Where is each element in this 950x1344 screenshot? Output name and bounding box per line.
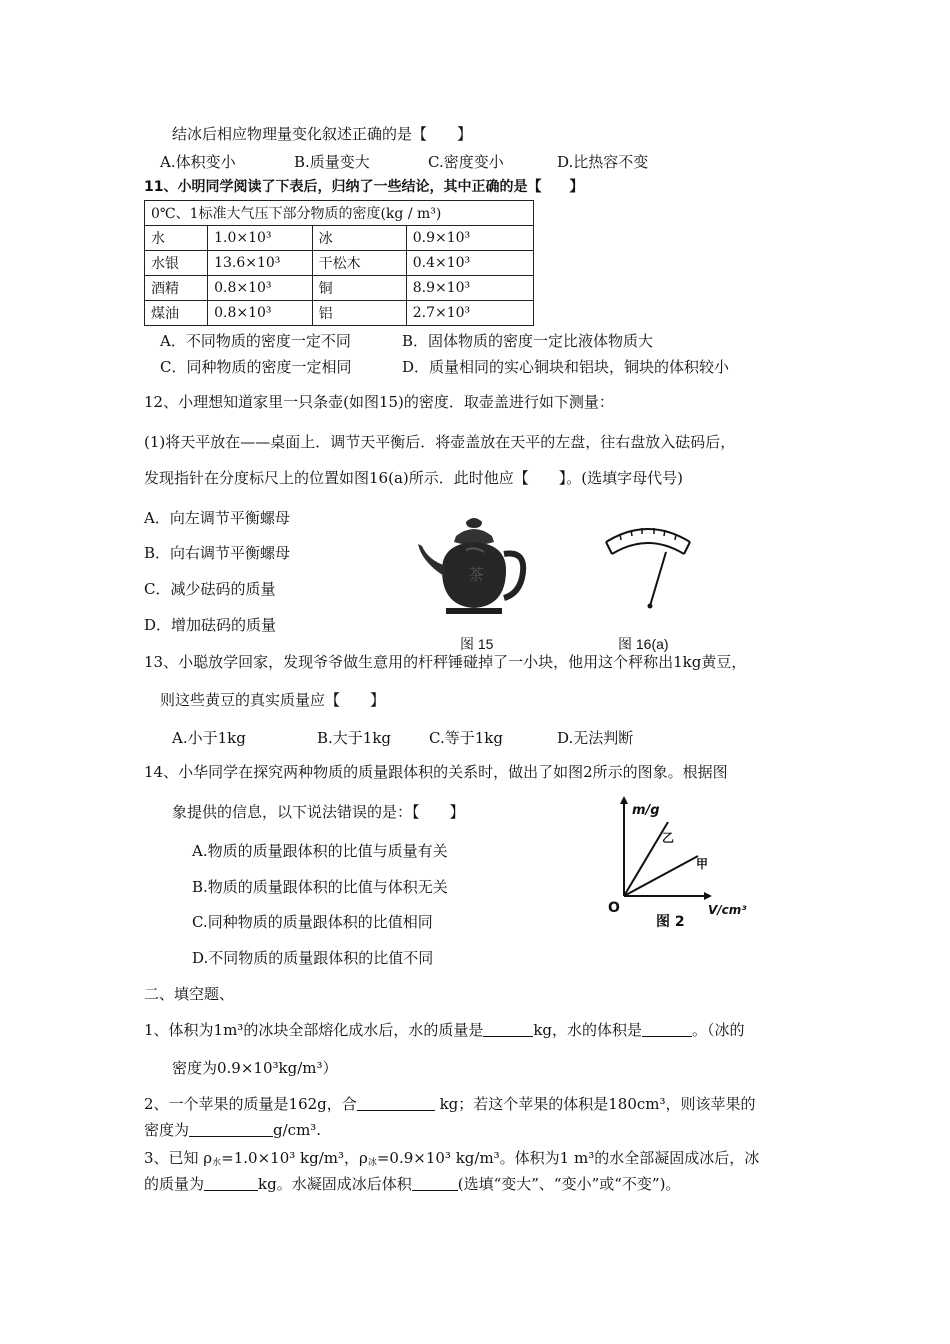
table-cell: 铝 [312,301,406,326]
q14-line2: 象提供的信息，以下说法错误的是：【 】 [172,803,465,821]
table-title: 0℃、1标准大气压下部分物质的密度(kg / m³) [145,201,534,226]
table-cell: 0.8×10³ [208,301,312,326]
q12-line1: (1)将天平放在——桌面上．调节天平衡后．将壶盖放在天平的左盘，往右盘放入砝码后， [144,433,736,451]
table-cell: 0.9×10³ [406,226,533,251]
fill1-line2: 密度为0.9×10³kg/m³） [172,1059,338,1077]
graph-ylabel: m/g [632,803,660,818]
fill2-text-d: g/cm³. [273,1121,322,1139]
table-cell: 8.9×10³ [406,276,533,301]
q12-option-c: C．减少砝码的质量 [144,580,276,598]
mass-volume-graph [604,792,764,938]
table-row [145,201,534,226]
table-cell: 1.0×10³ [208,226,312,251]
table-row [145,251,534,276]
table-cell: 水银 [145,251,208,276]
answer-blank[interactable] [189,1122,273,1137]
answer-blank[interactable] [642,1022,692,1037]
q12-option-a: A．向左调节平衡螺母 [144,509,290,527]
fill3-text-f: (选填“变大”、“变小”或“不变”)。 [457,1175,681,1193]
fill3-text-d: 的质量为 [144,1175,205,1193]
q11-option-b: B．固体物质的密度一定比液体物质大 [402,332,654,350]
fill1-text-a: 1、体积为1m³的冰块全部熔化成水后，水的质量是 [144,1021,484,1039]
teapot-image [416,514,536,620]
q13-line2: 则这些黄豆的真实质量应【 】 [160,691,386,709]
graph-xlabel: V/cm³ [708,903,747,917]
fill3-text-a: 3、已知 ρ [144,1149,213,1167]
fig16-caption: 图 16(a) [618,636,669,652]
fill2-text-a: 2、一个苹果的质量是162g，合 [144,1095,357,1113]
q12-option-b: B．向右调节平衡螺母 [144,544,291,562]
q10-option-c: C.密度变小 [428,153,504,171]
table-cell: 13.6×10³ [208,251,312,276]
table-cell: 煤油 [145,301,208,326]
fill3-sub-ice: 冰 [367,1158,377,1168]
graph-series-a: 乙 [662,831,675,845]
fill1-text-c: 。（冰的 [692,1021,745,1039]
table-cell: 冰 [312,226,406,251]
graph-origin: O [608,900,620,916]
fill2-text-c: 密度为 [144,1121,190,1139]
q12-option-d: D．增加砝码的质量 [144,616,277,634]
fill3-text-c: =0.9×10³ kg/m³。体积为1 m³的水全部凝固成冰后，冰 [376,1149,760,1167]
q14-option-a: A.物质的质量跟体积的比值与质量有关 [192,842,448,860]
table-cell: 水 [145,226,208,251]
fill3-text-b: =1.0×10³ kg/m³，ρ [221,1149,368,1167]
fill1-text-b: kg，水的体积是 [533,1021,643,1039]
q10-stem: 结冰后相应物理量变化叙述正确的是【 】 [172,125,473,143]
density-table [144,200,534,326]
fill2-text-b: kg；若这个苹果的体积是180cm³，则该苹果的 [439,1095,756,1113]
fill1-line1 [144,1020,745,1040]
q12-stem: 12、小理想知道家里一只条壶(如图15)的密度．取壶盖进行如下测量： [144,393,614,411]
fill3-line2 [144,1174,680,1194]
fig15-caption: 图 15 [460,636,494,652]
q14-option-c: C.同种物质的质量跟体积的比值相同 [192,913,433,931]
q12-line2: 发现指针在分度标尺上的位置如图16(a)所示．此时他应【 】。(选填字母代号) [144,469,683,487]
answer-blank[interactable] [204,1176,258,1191]
fill3-sub-water: 水 [212,1158,222,1168]
table-cell: 0.8×10³ [208,276,312,301]
fill2-line2 [144,1120,321,1140]
q13-option-b: B.大于1kg [317,729,392,747]
graph-caption: 图 2 [656,914,685,930]
q13-option-a: A.小于1kg [172,729,246,747]
answer-blank[interactable] [412,1176,458,1191]
q11-option-d: D．质量相同的实心铜块和铝块，铜块的体积较小 [402,358,730,376]
graph-series-b: 甲 [696,857,709,871]
table-cell: 0.4×10³ [406,251,533,276]
q13-line1: 13、小聪放学回家，发现爷爷做生意用的杆秤锤碰掉了一小块，他用这个秤称出1kg黄豆， [144,653,747,671]
answer-blank[interactable] [357,1096,435,1111]
table-cell: 干松木 [312,251,406,276]
q11-stem: 11、小明同学阅读了下表后，归纳了一些结论，其中正确的是【 】 [144,179,584,195]
q14-option-b: B.物质的质量跟体积的比值与体积无关 [192,878,448,896]
fill3-text-e: kg。水凝固成冰后体积 [258,1175,412,1193]
answer-blank[interactable] [483,1022,533,1037]
table-cell: 酒精 [145,276,208,301]
q10-option-a: A.体积变小 [160,153,236,171]
table-cell: 铜 [312,276,406,301]
q14-option-d: D.不同物质的质量跟体积的比值不同 [192,949,434,967]
q10-option-d: D.比热容不变 [557,153,649,171]
q14-line1: 14、小华同学在探究两种物质的质量跟体积的关系时，做出了如图2所示的图象。根据图 [144,763,728,781]
balance-scale-image [598,518,698,614]
q11-option-c: C．同种物质的密度一定相同 [160,358,352,376]
table-row [145,301,534,326]
q10-option-b: B.质量变大 [294,153,370,171]
teapot-label: 茶 [468,565,485,584]
fill3-line1 [144,1148,759,1168]
fill2-line1 [144,1094,756,1114]
table-row [145,276,534,301]
section-title: 二、填空题、 [144,985,235,1003]
table-row [145,226,534,251]
q13-option-d: D.无法判断 [557,729,634,747]
table-cell: 2.7×10³ [406,301,533,326]
q13-option-c: C.等于1kg [429,729,503,747]
q11-option-a: A．不同物质的密度一定不同 [160,332,351,350]
